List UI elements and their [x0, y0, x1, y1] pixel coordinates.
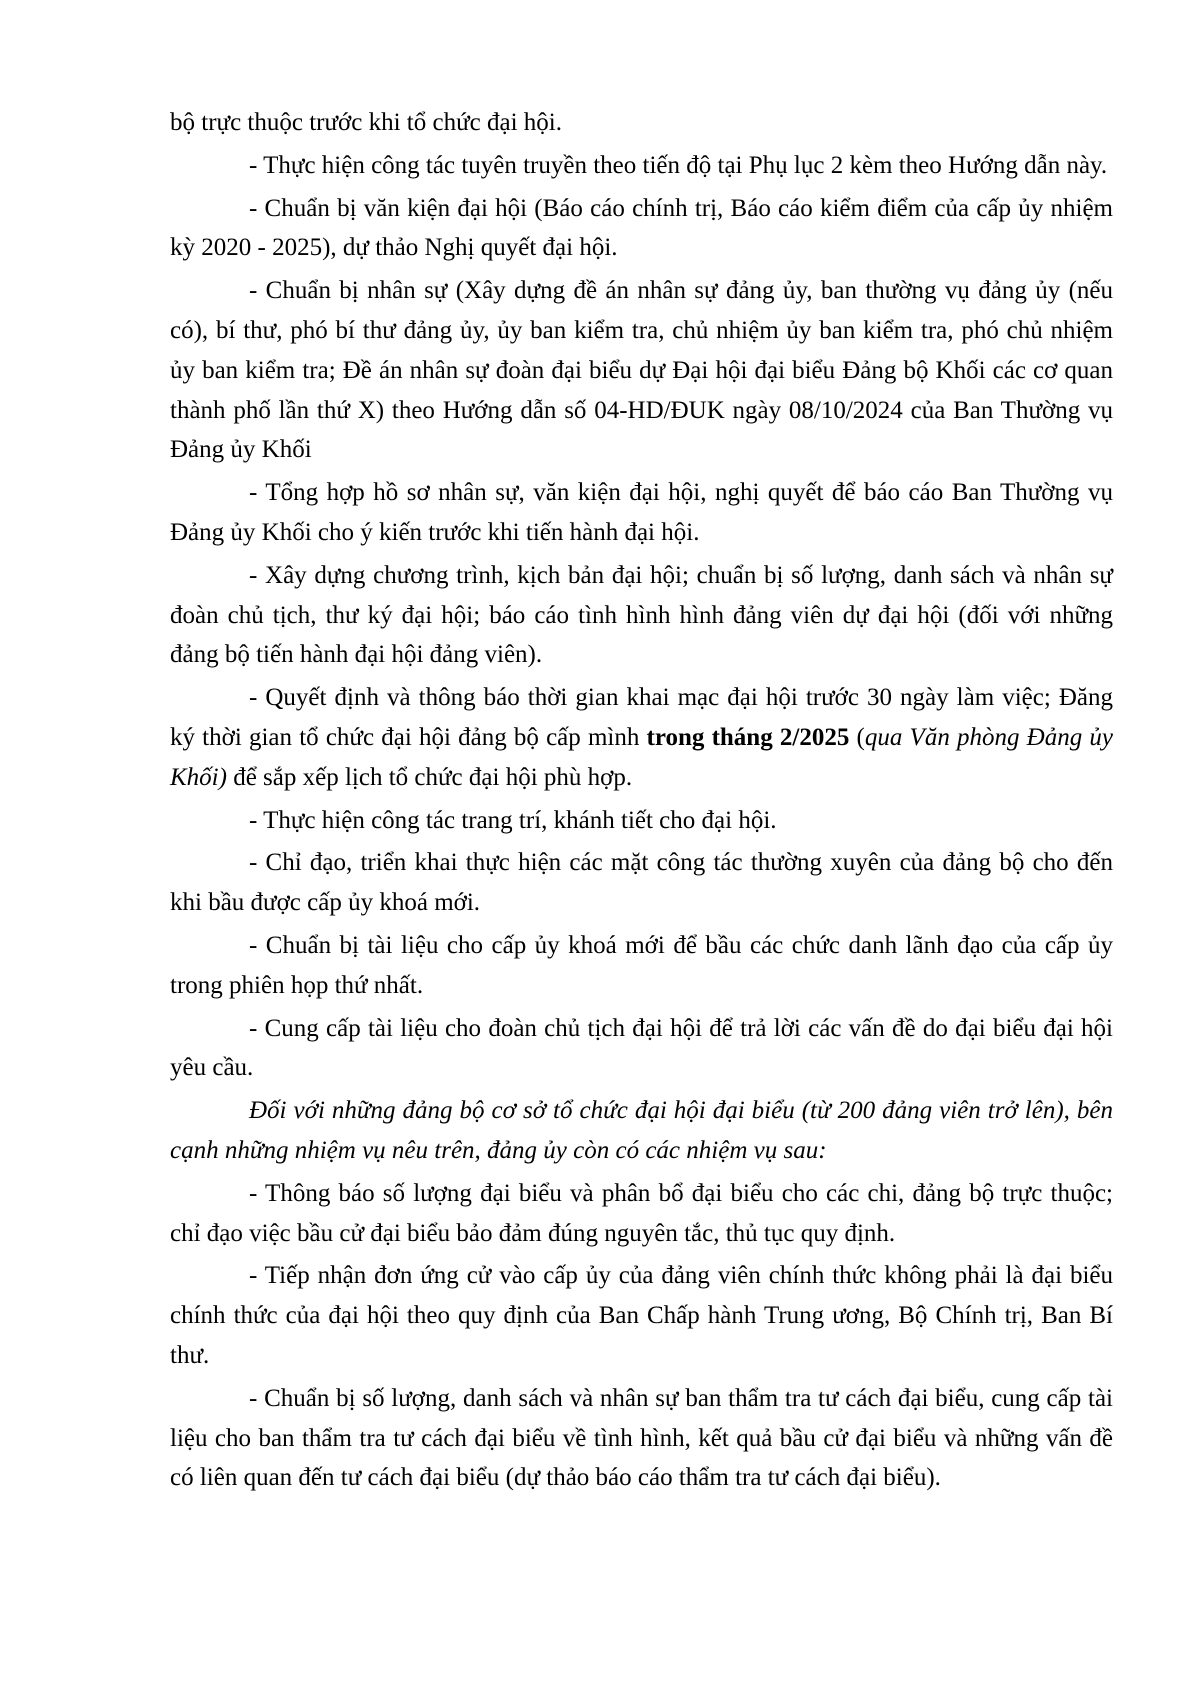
schedule-text-part3: để sắp xếp lịch tổ chức đại hội phù hợp.	[226, 763, 633, 791]
schedule-text-part2: (	[849, 723, 865, 751]
schedule-deadline: trong tháng 2/2025	[646, 723, 850, 751]
paragraph-credentials: - Chuẩn bị số lượng, danh sách và nhân sự ban thẩm tra tư cách đại biểu, cung cấp tài liệu cho ban thẩm tra tư cách đại biểu về tình hình, kết quả bầu cử đại biểu và những vấn đề có liên quan đến tư cách đại biểu (dự thảo báo cáo thẩm tra tư cách đại biểu).	[170, 1384, 1113, 1492]
document-page	[170, 103, 1113, 1498]
paragraph-propaganda: - Thực hiện công tác tuyên truyền theo tiến độ tại Phụ lục 2 kèm theo Hướng dẫn này.	[249, 151, 1108, 179]
paragraph-documents: - Chuẩn bị văn kiện đại hội (Báo cáo chính trị, Báo cáo kiểm điểm của cấp ủy nhiệm kỳ 2020 - 2025), dự thảo Nghị quyết đại hội.	[170, 194, 1113, 262]
schedule-text-part1: - Quyết định và thông báo thời gian khai mạc đại hội trước 30 ngày làm việc; Đăng ký thời gian tổ chức đại hội đảng bộ cấp mình	[170, 684, 1113, 751]
paragraph-candidacy: - Tiếp nhận đơn ứng cử vào cấp ủy của đảng viên chính thức không phải là đại biểu chính thức của đại hội theo quy định của Ban Chấp hành Trung ương, Bộ Chính trị, Ban Bí thư.	[170, 1262, 1113, 1369]
paragraph-materials-new-committee: - Chuẩn bị tài liệu cho cấp ủy khoá mới để bầu các chức danh lãnh đạo của cấp ủy trong phiên họp thứ nhất.	[170, 931, 1113, 999]
paragraph-continuation: bộ trực thuộc trước khi tổ chức đại hội.	[170, 109, 562, 136]
paragraph-personnel: - Chuẩn bị nhân sự (Xây dựng đề án nhân sự đảng ủy, ban thường vụ đảng ủy (nếu có), bí thư, phó bí thư đảng ủy, ủy ban kiểm tra, chủ nhiệm ủy ban kiểm tra, phó chủ nhiệm ủy ban kiểm tra; Đề án nhân sự đoàn đại biểu dự Đại hội đại biểu Đảng bộ Khối các cơ quan thành phố lần thứ X) theo Hướng dẫn số 04-HD/ĐUK ngày 08/10/2024 của Ban Thường vụ Đảng ủy Khối	[170, 277, 1113, 464]
paragraph-dossier: - Tổng hợp hồ sơ nhân sự, văn kiện đại hội, nghị quyết để báo cáo Ban Thường vụ Đảng ủy Khối cho ý kiến trước khi tiến hành đại hội.	[170, 479, 1113, 546]
paragraph-direction: - Chỉ đạo, triển khai thực hiện các mặt công tác thường xuyên của đảng bộ cho đến khi bầu được cấp ủy khoá mới.	[170, 849, 1113, 917]
paragraph-program: - Xây dựng chương trình, kịch bản đại hội; chuẩn bị số lượng, danh sách và nhân sự đoàn chủ tịch, thư ký đại hội; báo cáo tình hình hình đảng viên dự đại hội (đối với những đảng bộ tiến hành đại hội đảng viên).	[170, 561, 1113, 669]
paragraph-schedule	[170, 678, 1113, 797]
paragraph-materials-presidium: - Cung cấp tài liệu cho đoàn chủ tịch đại hội để trả lời các vấn đề do đại biểu đại hội yêu cầu.	[170, 1014, 1113, 1082]
paragraph-delegate-congress-intro: Đối với những đảng bộ cơ sở tổ chức đại hội đại biểu (từ 200 đảng viên trở lên), bên cạnh những nhiệm vụ nêu trên, đảng ủy còn có các nhiệm vụ sau:	[170, 1097, 1113, 1164]
paragraph-delegate-allocation: - Thông báo số lượng đại biểu và phân bổ đại biểu cho các chi, đảng bộ trực thuộc; chỉ đạo việc bầu cử đại biểu bảo đảm đúng nguyên tắc, thủ tục quy định.	[170, 1179, 1113, 1247]
paragraph-decoration: - Thực hiện công tác trang trí, khánh tiết cho đại hội.	[249, 806, 777, 834]
schedule-office-note: qua Văn phòng Đảng ủy Khối)	[170, 723, 1114, 791]
